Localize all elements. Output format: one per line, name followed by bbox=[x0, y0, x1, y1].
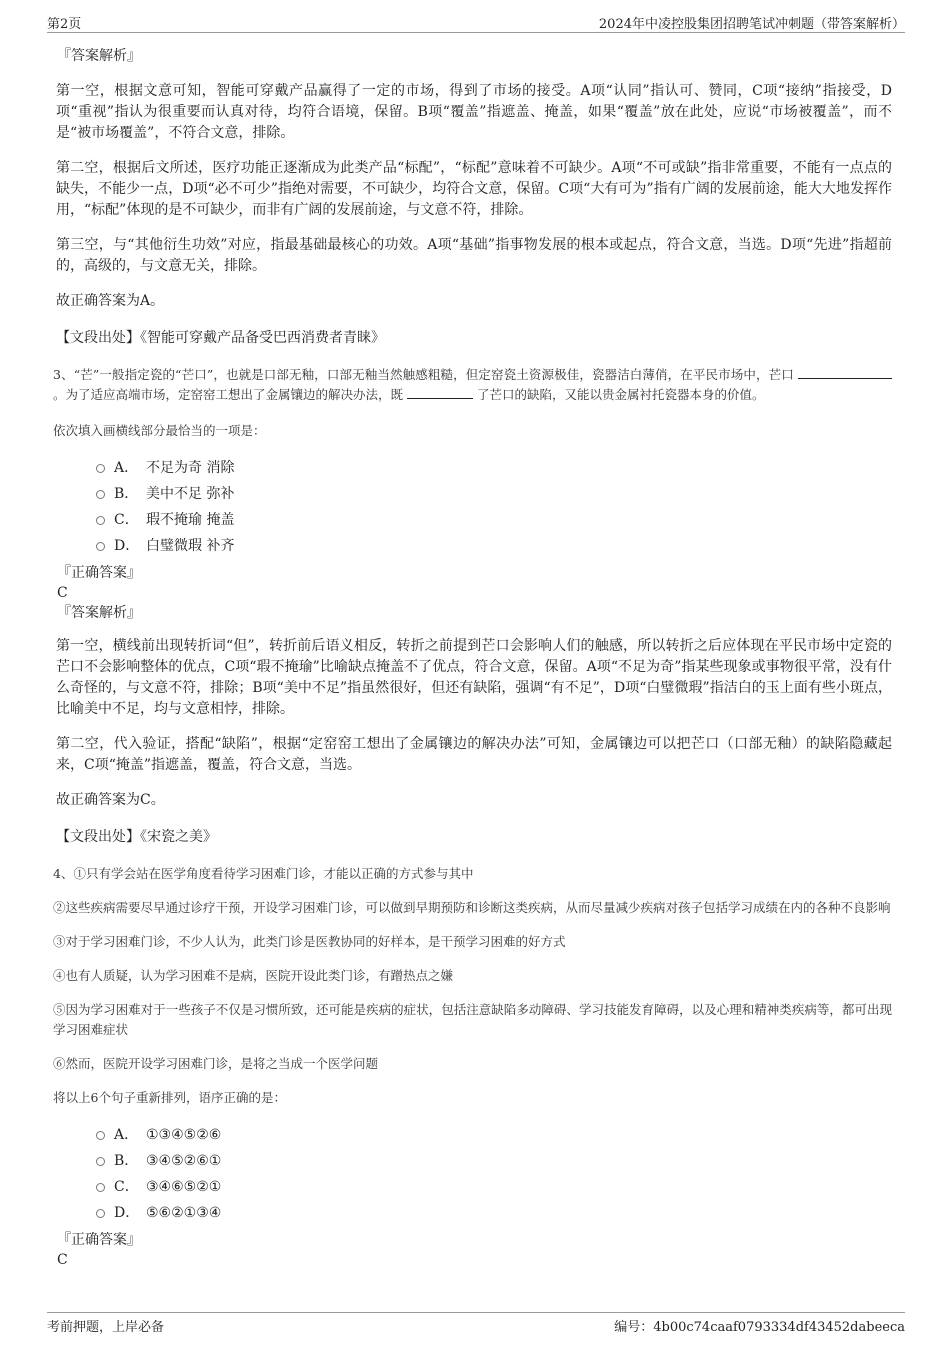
source-citation: 【文段出处】《宋瓷之美》 bbox=[56, 829, 217, 845]
analysis-paragraph: 第二空，根据后文所述，医疗功能正逐渐成为此类产品“标配”，“标配”意味着不可缺少。A项“不可或缺”指非常重要，不能有一点点的缺失，不能少一点，D项“必不可少”指绝对需要，不可缺少，均符合文意，保留。C项“大有可为”指有广阔的发展前途，能大大地发挥作用，“标配”体现的是不可缺少，而非有广阔的发展前途，与文意不符，排除。 bbox=[56, 160, 892, 218]
option-letter: D． bbox=[114, 1205, 140, 1221]
option-letter: A． bbox=[114, 460, 139, 476]
analysis-paragraph: 第三空，与“其他衍生功效”对应，指最基础最核心的功效。A项“基础”指事物发展的根本或起点，符合文意，当选。D项“先进”指超前的，高级的，与文意无关，排除。 bbox=[56, 237, 892, 274]
correct-answer: C bbox=[57, 1252, 68, 1268]
question-stem bbox=[53, 365, 892, 405]
correct-answer-label: 『正确答案』 bbox=[57, 1232, 141, 1248]
option-text: 美中不足 弥补 bbox=[146, 486, 235, 502]
radio-icon[interactable] bbox=[96, 490, 105, 499]
radio-icon[interactable] bbox=[96, 464, 105, 473]
option-letter: C． bbox=[114, 1179, 139, 1195]
option-d[interactable] bbox=[56, 533, 892, 559]
option-letter: B． bbox=[114, 1153, 139, 1169]
radio-icon[interactable] bbox=[96, 1209, 105, 1218]
sentence-2: ②这些疾病需要尽早通过诊疗干预，开设学习困难门诊，可以做到早期预防和诊断这类疾病，从而尽量减少疾病对孩子包括学习成绩在内的各种不良影响 bbox=[53, 900, 891, 915]
question-instruction: 依次填入画横线部分最恰当的一项是： bbox=[53, 423, 266, 438]
sentence-4: ④也有人质疑，认为学习困难不是病，医院开设此类门诊，有蹭热点之嫌 bbox=[53, 968, 454, 983]
analysis-paragraph: 第一空，横线前出现转折词“但”，转折前后语义相反，转折之前提到芒口会影响人们的触感，所以转折之后应体现在平民市场中定瓷的芒口不会影响整体的优点，C项“瑕不掩瑜”比喻缺点掩盖不了优点，符合文意，保留。A项“不足为奇”指某些现象或事物很平常，没有什么奇怪的，与文意不符，排除；B项“美中不足”指虽然很好，但还有缺陷，强调“有不足”，D项“白璧微瑕”指洁白的玉上面有些小斑点，比喻美中不足，均与文意相悖，排除。 bbox=[56, 638, 892, 717]
answer-blank bbox=[798, 366, 892, 379]
sentence-5: ⑤因为学习困难对于一些孩子不仅是习惯所致，还可能是疾病的症状，包括注意缺陷多动障碍、学习技能发育障碍，以及心理和精神类疾病等，都可出现学习困难症状 bbox=[53, 1002, 892, 1037]
question-stem-part: 3、“芒”一般指定瓷的“芒口”，也就是口部无釉，口部无釉当然触感粗糙，但定窑瓷土资源极佳，瓷器洁白薄俏，在平民市场中，芒口 bbox=[53, 367, 794, 382]
option-text: ③④⑥⑤②① bbox=[146, 1179, 222, 1195]
sentence-6: ⑥然而，医院开设学习困难门诊，是将之当成一个医学问题 bbox=[53, 1056, 379, 1071]
option-text: 不足为奇 消除 bbox=[146, 460, 235, 476]
option-c[interactable] bbox=[56, 1174, 892, 1200]
option-text: ③④⑤②⑥① bbox=[146, 1153, 222, 1169]
option-text: 白璧微瑕 补齐 bbox=[146, 538, 235, 554]
radio-icon[interactable] bbox=[96, 1183, 105, 1192]
page-footer bbox=[47, 1312, 905, 1335]
radio-icon[interactable] bbox=[96, 516, 105, 525]
footer-slogan: 考前押题，上岸必备 bbox=[47, 1320, 165, 1335]
option-b[interactable] bbox=[56, 1148, 892, 1174]
option-c[interactable] bbox=[56, 507, 892, 533]
sentence-1: 4、①只有学会站在医学角度看待学习困难门诊，才能以正确的方式参与其中 bbox=[53, 866, 474, 881]
option-letter: B． bbox=[114, 486, 139, 502]
option-text: ⑤⑥②①③④ bbox=[146, 1205, 222, 1221]
correct-answer: C bbox=[57, 585, 68, 601]
document-code: 编号：4b00c74caaf0793334df43452dabeeca bbox=[614, 1320, 905, 1335]
document-title: 2024年中凌控股集团招聘笔试冲刺题（带答案解析） bbox=[598, 17, 905, 32]
analysis-label: 『答案解析』 bbox=[57, 48, 141, 64]
page-header bbox=[47, 10, 905, 33]
option-a[interactable] bbox=[56, 455, 892, 481]
correct-answer-label: 『正确答案』 bbox=[57, 565, 141, 581]
option-text: 瑕不掩瑜 掩盖 bbox=[146, 512, 235, 528]
question-stem-part: 了芒口的缺陷，又能以贵金属衬托瓷器本身的价值。 bbox=[476, 387, 765, 402]
answer-blank bbox=[407, 386, 473, 399]
question-stem-part: 。为了适应高端市场，定窑窑工想出了金属镶边的解决办法，既 bbox=[53, 387, 404, 402]
page-number: 第2页 bbox=[47, 17, 82, 32]
question-instruction: 将以上6个句子重新排列，语序正确的是： bbox=[53, 1090, 286, 1105]
option-b[interactable] bbox=[56, 481, 892, 507]
main-content bbox=[53, 46, 892, 1270]
source-citation: 【文段出处】《智能可穿戴产品备受巴西消费者青睐》 bbox=[56, 330, 385, 346]
option-letter: A． bbox=[114, 1127, 139, 1143]
radio-icon[interactable] bbox=[96, 542, 105, 551]
analysis-label: 『答案解析』 bbox=[57, 605, 141, 621]
sentence-3: ③对于学习困难门诊，不少人认为，此类门诊是医教协同的好样本，是干预学习困难的好方式 bbox=[53, 934, 566, 949]
conclusion: 故正确答案为C。 bbox=[56, 792, 165, 808]
options-list bbox=[56, 455, 892, 559]
option-letter: D． bbox=[114, 538, 140, 554]
analysis-paragraph: 第一空，根据文意可知，智能可穿戴产品赢得了一定的市场，得到了市场的接受。A项“认同”指认可、赞同，C项“接纳”指接受，D项“重视”指认为很重要而认真对待，均符合语境，保留。B项“覆盖”指遮盖、掩盖，如果“覆盖”放在此处，应说“市场被覆盖”，而不是“被市场覆盖”，不符合文意，排除。 bbox=[56, 83, 892, 141]
radio-icon[interactable] bbox=[96, 1131, 105, 1140]
conclusion: 故正确答案为A。 bbox=[56, 293, 165, 309]
option-text: ①③④⑤②⑥ bbox=[146, 1127, 222, 1143]
option-a[interactable] bbox=[56, 1122, 892, 1148]
option-letter: C． bbox=[114, 512, 139, 528]
options-list bbox=[56, 1122, 892, 1226]
option-d[interactable] bbox=[56, 1200, 892, 1226]
radio-icon[interactable] bbox=[96, 1157, 105, 1166]
analysis-paragraph: 第二空，代入验证，搭配“缺陷”，根据“定窑窑工想出了金属镶边的解决办法”可知，金属镶边可以把芒口（口部无釉）的缺陷隐藏起来，C项“掩盖”指遮盖，覆盖，符合文意，当选。 bbox=[56, 736, 892, 773]
